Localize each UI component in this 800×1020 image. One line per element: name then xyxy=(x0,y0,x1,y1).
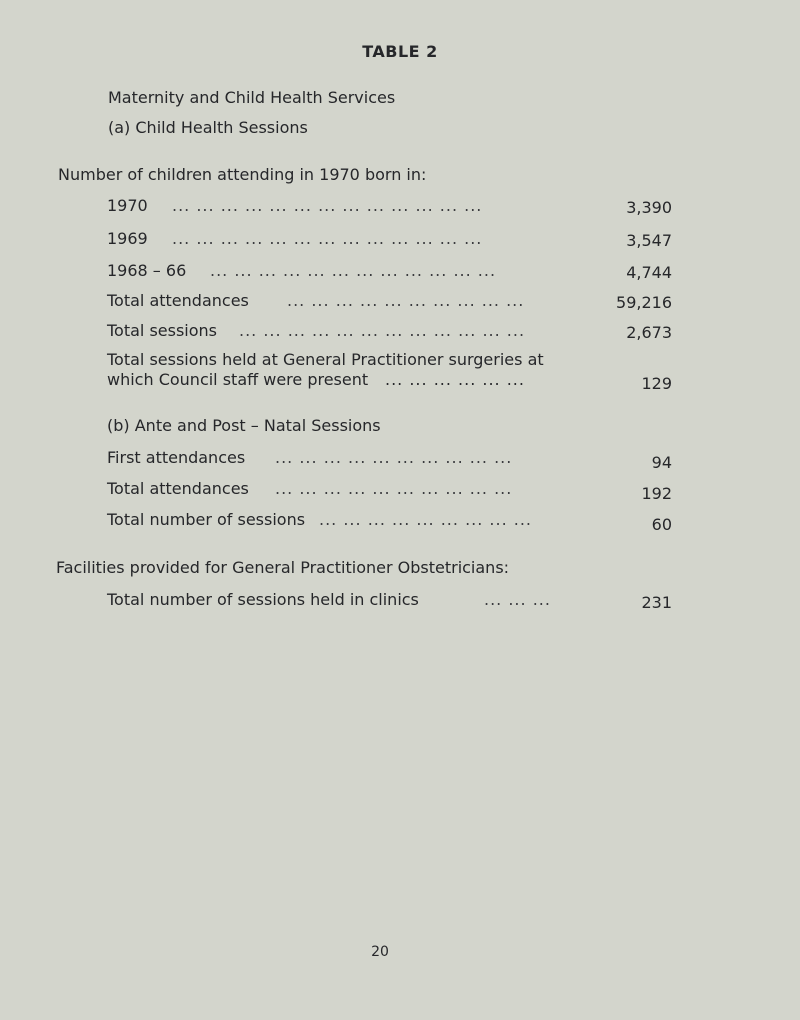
leader-dots: ... ... ... ... ... ... ... ... ... ... ... ... xyxy=(210,261,497,280)
row-label-line2: which Council staff were present xyxy=(107,370,369,389)
leader-dots: ... ... ... ... ... ... ... ... ... ... xyxy=(287,291,525,310)
table-row xyxy=(107,509,672,534)
table-row xyxy=(107,260,672,282)
row-value: 129 xyxy=(641,374,672,393)
section-heading: Maternity and Child Health Services xyxy=(108,88,396,107)
row-label: First attendances xyxy=(107,447,251,469)
table-row xyxy=(107,447,672,472)
page-number: 20 xyxy=(371,944,389,960)
leader-dots: ... ... ... ... ... ... ... ... ... ... ... ... ... xyxy=(172,229,483,248)
row-label: Total number of sessions xyxy=(107,509,311,531)
table-title: TABLE 2 xyxy=(362,42,438,61)
row-value: 94 xyxy=(651,453,672,472)
children-attending-subheading: Number of children attending in 1970 born in: xyxy=(58,165,427,184)
leader-dots: ... ... ... ... ... ... ... ... ... ... xyxy=(275,479,513,498)
row-value: 3,390 xyxy=(626,198,672,217)
leader-dots: ... ... ... ... ... ... ... ... ... ... ... ... ... xyxy=(172,196,483,215)
gp-surgeries-row xyxy=(107,350,672,396)
table-row xyxy=(107,195,672,217)
row-label: 1968 – 66 xyxy=(107,260,192,282)
facilities-heading: Facilities provided for General Practitioner Obstetricians: xyxy=(56,558,510,577)
table-row xyxy=(107,478,672,503)
row-value: 192 xyxy=(641,484,672,503)
row-label: Total sessions xyxy=(107,320,223,342)
row-label-line1: Total sessions held at General Practitioner surgeries at xyxy=(107,350,544,369)
leader-dots: ... ... ... ... ... ... xyxy=(385,370,525,389)
row-value: 59,216 xyxy=(616,293,672,312)
table-row xyxy=(107,290,672,312)
row-value: 4,744 xyxy=(626,263,672,282)
row-label: 1970 xyxy=(107,195,154,217)
row-value: 3,547 xyxy=(626,231,672,250)
row-label: Total number of sessions held in clinics xyxy=(107,589,425,611)
section-a-title: (a) Child Health Sessions xyxy=(108,118,308,137)
row-label: Total attendances xyxy=(107,290,255,312)
table-row xyxy=(107,320,672,342)
leader-dots: ... ... ... ... ... ... ... ... ... ... ... ... xyxy=(239,321,526,340)
table-row xyxy=(107,589,672,611)
row-value: 60 xyxy=(651,515,672,534)
row-value: 231 xyxy=(641,593,672,612)
section-b-title: (b) Ante and Post – Natal Sessions xyxy=(107,416,381,435)
leader-dots: ... ... ... xyxy=(484,590,551,609)
table-row xyxy=(107,228,672,250)
row-value: 2,673 xyxy=(626,323,672,342)
row-label: Total attendances xyxy=(107,478,255,500)
leader-dots: ... ... ... ... ... ... ... ... ... xyxy=(319,510,533,529)
leader-dots: ... ... ... ... ... ... ... ... ... ... xyxy=(275,448,513,467)
row-label: 1969 xyxy=(107,228,154,250)
